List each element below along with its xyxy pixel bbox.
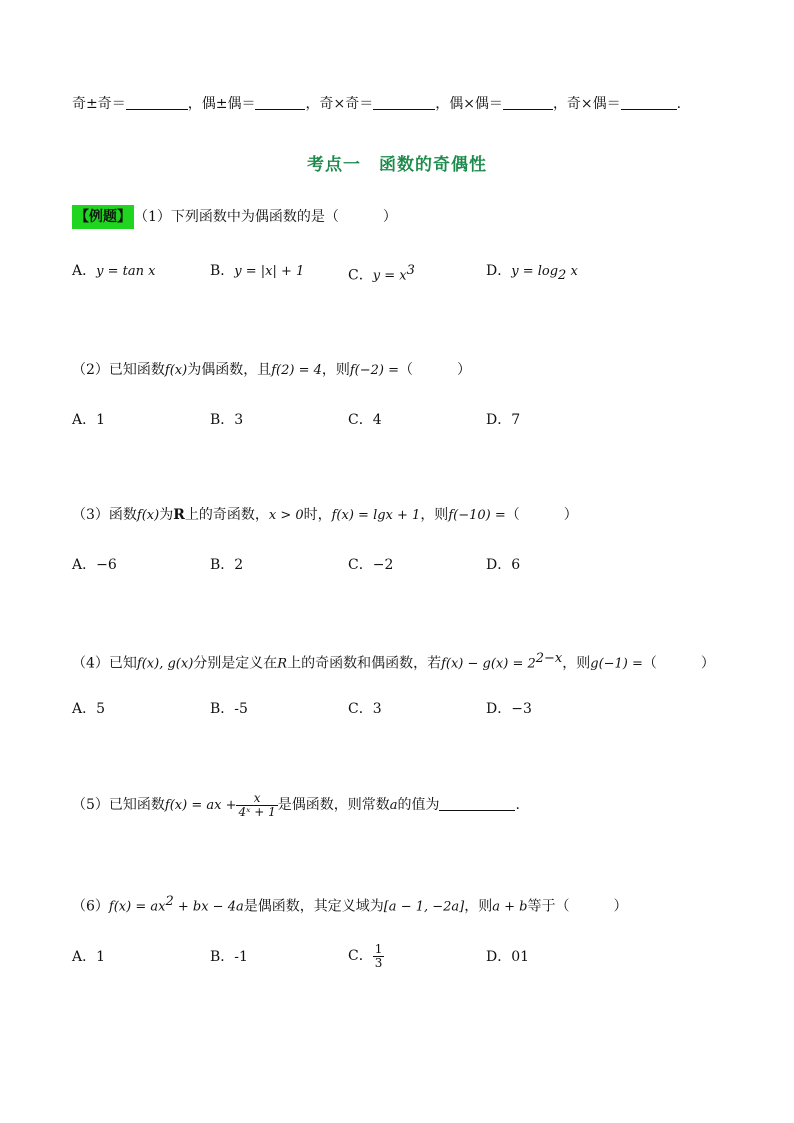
even-plus-even-label: ，偶±偶＝	[187, 96, 256, 112]
q4-open: （	[642, 655, 657, 672]
log-base: 2	[558, 267, 567, 283]
option-label: B．	[210, 263, 235, 279]
question-1-stem	[72, 205, 397, 229]
option-label: C．	[348, 267, 373, 284]
q3-option-d[interactable]: D．6	[486, 557, 521, 573]
odd-times-even-label: ，奇×偶＝	[552, 96, 621, 112]
q4-text: （4）已知	[72, 655, 137, 672]
q3-option-c[interactable]: C．−2	[348, 557, 394, 573]
q2-math: f(2) = 4	[271, 363, 322, 378]
q2-option-b[interactable]: B．3	[210, 412, 244, 428]
q4-option-a[interactable]: A．5	[72, 701, 106, 717]
section-title: 考点一 函数的奇偶性	[307, 155, 487, 175]
q3-text: 为	[159, 507, 174, 523]
q2-text: （2）已知函数	[72, 362, 165, 378]
q6-text: 是偶函数，其定义域为	[243, 898, 384, 915]
exponent: 2−x	[535, 651, 563, 666]
q4-option-c[interactable]: C．3	[348, 701, 382, 717]
denominator: 4ˣ + 1	[238, 804, 276, 819]
answer-blank[interactable]	[373, 95, 435, 110]
q3-open: （	[505, 507, 520, 523]
q1-option-c[interactable]	[348, 261, 415, 287]
option-math: y = x	[372, 268, 407, 284]
numerator: 1	[374, 941, 383, 956]
q3-text: 上的奇函数，	[184, 507, 269, 523]
q6-text: ，则	[464, 898, 493, 915]
option-label: C．	[348, 948, 373, 964]
q4-option-d[interactable]: D．−3	[486, 701, 532, 717]
q4-math: g(−1) =	[590, 656, 643, 672]
q5-math: f(x) = ax +	[164, 798, 237, 813]
q1-option-a[interactable]	[72, 261, 155, 282]
q2-math: f(−2) =	[349, 363, 400, 378]
q6-text: （6）	[72, 898, 109, 915]
q3-text: （3）函数	[72, 507, 137, 523]
q3-math: x > 0	[268, 508, 304, 523]
q4-text: 上的奇函数和偶函数，若	[287, 655, 442, 672]
q5-math: a	[389, 798, 398, 813]
question-2-stem	[72, 360, 471, 381]
q3-option-b[interactable]: B．2	[210, 557, 244, 573]
answer-blank[interactable]	[503, 95, 553, 110]
q4-close: ）	[700, 655, 715, 672]
q4-math: f(x), g(x)	[136, 656, 194, 672]
q2-open: （	[399, 362, 414, 378]
q2-option-a[interactable]: A．1	[72, 412, 106, 428]
q2-option-c[interactable]: C．4	[348, 412, 382, 428]
q6-text: 等于（	[527, 898, 570, 915]
q6-math: f(x) = ax	[108, 899, 166, 915]
question-6-stem	[72, 892, 627, 918]
parity-rules-line	[72, 94, 681, 114]
question-4-stem	[72, 649, 715, 675]
q4-math: f(x) − g(x) = 2	[441, 656, 536, 672]
q5-text: （5）已知函数	[72, 797, 165, 813]
answer-blank[interactable]	[621, 95, 677, 110]
q3-text: 时，	[303, 507, 332, 523]
option-math: y = |x| + 1	[234, 264, 305, 279]
even-times-even-label: ，偶×偶＝	[435, 96, 503, 112]
exponent: 3	[406, 263, 415, 278]
odd-times-odd-label: ，奇×奇＝	[305, 96, 374, 112]
q6-close: ）	[613, 898, 628, 915]
question-3-stem	[72, 505, 578, 526]
q4-text: 分别是定义在	[193, 655, 278, 672]
q6-option-a[interactable]: A．1	[72, 949, 106, 965]
odd-plus-odd-label: 奇±奇＝	[72, 96, 126, 112]
numerator: x	[236, 792, 277, 806]
q2-text: 为偶函数，且	[187, 362, 272, 378]
q5-text: 是偶函数，则常数	[277, 797, 390, 813]
q3-close: ）	[563, 507, 578, 523]
example-tag: 【例题】	[72, 205, 134, 229]
q6-option-b[interactable]: B．-1	[210, 949, 248, 965]
q6-math: [a − 1, −2a]	[383, 899, 465, 915]
period: .	[515, 797, 520, 813]
q2-text: ，则	[321, 362, 350, 378]
q4-text: ，则	[562, 655, 591, 672]
q6-math: + bx − 4a	[173, 899, 244, 915]
option-math: y = log	[511, 264, 559, 279]
q6-option-c[interactable]	[348, 940, 384, 972]
question-5-stem	[72, 790, 520, 821]
q3-math: f(x)	[136, 508, 160, 523]
option-label: D．	[486, 263, 512, 279]
exponent: 2	[165, 894, 174, 909]
q1-close: ）	[382, 209, 397, 225]
q3-text: ，则	[420, 507, 449, 523]
q1-option-b[interactable]	[210, 261, 304, 282]
answer-blank[interactable]	[439, 796, 515, 811]
one-third-fraction	[373, 943, 385, 970]
q6-option-d[interactable]: D．01	[486, 949, 530, 965]
q5-fraction	[236, 792, 277, 819]
answer-blank[interactable]	[255, 95, 305, 110]
q2-close: ）	[457, 362, 472, 378]
q3-math: f(−10) =	[448, 508, 506, 523]
q1-text: （1）下列函数中为偶函数的是（	[134, 209, 339, 225]
q3-option-a[interactable]: A．−6	[72, 557, 117, 573]
q6-math: a + b	[492, 899, 528, 915]
denominator: 3	[374, 955, 383, 970]
real-set-symbol: R	[173, 507, 185, 523]
period: .	[676, 96, 682, 112]
q1-option-d[interactable]	[486, 261, 578, 286]
option-math-tail: x	[566, 264, 578, 279]
q2-math: f(x)	[164, 363, 188, 378]
q2-option-d[interactable]: D．7	[486, 412, 521, 428]
q5-text: 的值为	[397, 797, 440, 813]
option-math: y = tan x	[96, 264, 156, 279]
answer-blank[interactable]	[126, 95, 188, 110]
real-set-symbol: R	[277, 656, 288, 672]
q4-option-b[interactable]: B．-5	[210, 701, 248, 717]
option-label: A．	[72, 263, 97, 279]
q3-math: f(x) = lgx + 1	[331, 508, 421, 523]
